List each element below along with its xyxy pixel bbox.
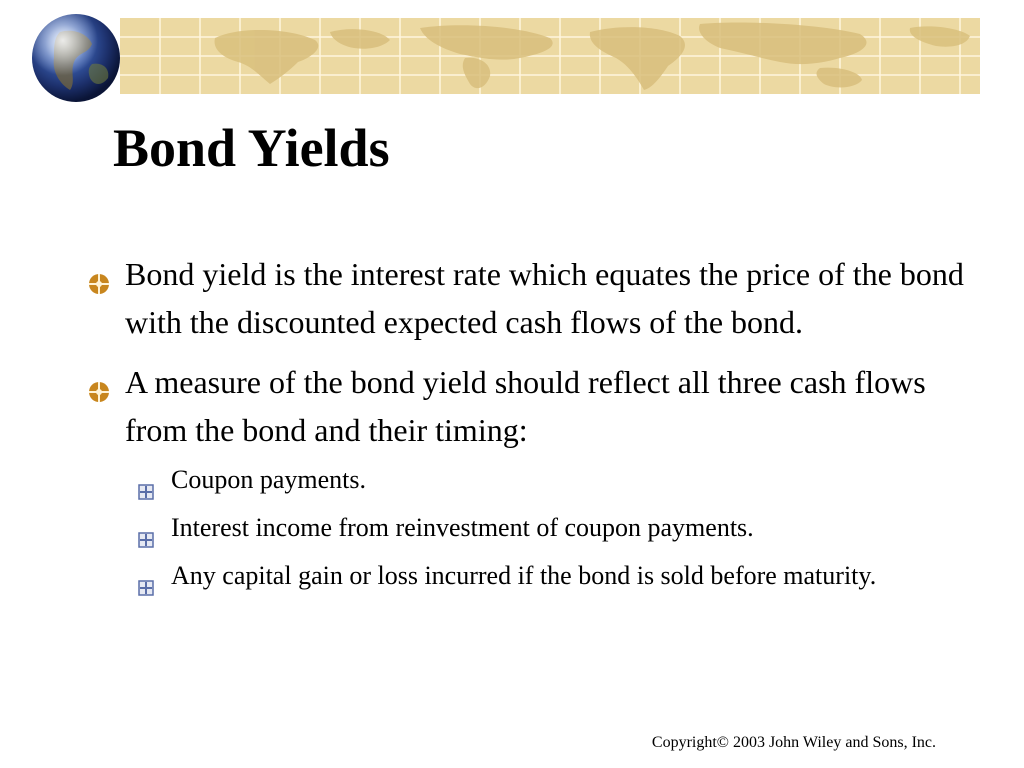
sub-bullet-item: [138, 460, 988, 500]
bullet-text: Bond yield is the interest rate which equates the price of the bond with the discounted expected cash flows of the bond.: [125, 256, 964, 340]
bullet-list: [88, 250, 988, 604]
world-map-banner: [120, 18, 980, 94]
bullet-text: A measure of the bond yield should reflect all three cash flows from the bond and their timing:: [125, 364, 926, 448]
compass-bullet-icon: [88, 368, 110, 390]
bullet-item: [88, 250, 988, 346]
bullet-item: [88, 358, 988, 454]
square-bullet-icon: [138, 520, 154, 536]
sub-bullet-item: [138, 508, 988, 548]
compass-bullet-icon: [88, 260, 110, 282]
globe-logo: [30, 12, 122, 104]
sub-bullet-text: Interest income from reinvestment of coupon payments.: [171, 513, 754, 542]
square-bullet-icon: [138, 568, 154, 584]
world-map-icon: [120, 18, 980, 94]
sub-bullet-text: Any capital gain or loss incurred if the bond is sold before maturity.: [171, 561, 877, 590]
square-bullet-icon: [138, 472, 154, 488]
sub-bullet-text: Coupon payments.: [171, 465, 366, 494]
copyright-footer: Copyright© 2003 John Wiley and Sons, Inc.: [651, 734, 936, 751]
globe-icon: [30, 12, 122, 104]
sub-bullet-item: [138, 556, 988, 596]
slide-title: Bond Yields: [113, 118, 390, 178]
